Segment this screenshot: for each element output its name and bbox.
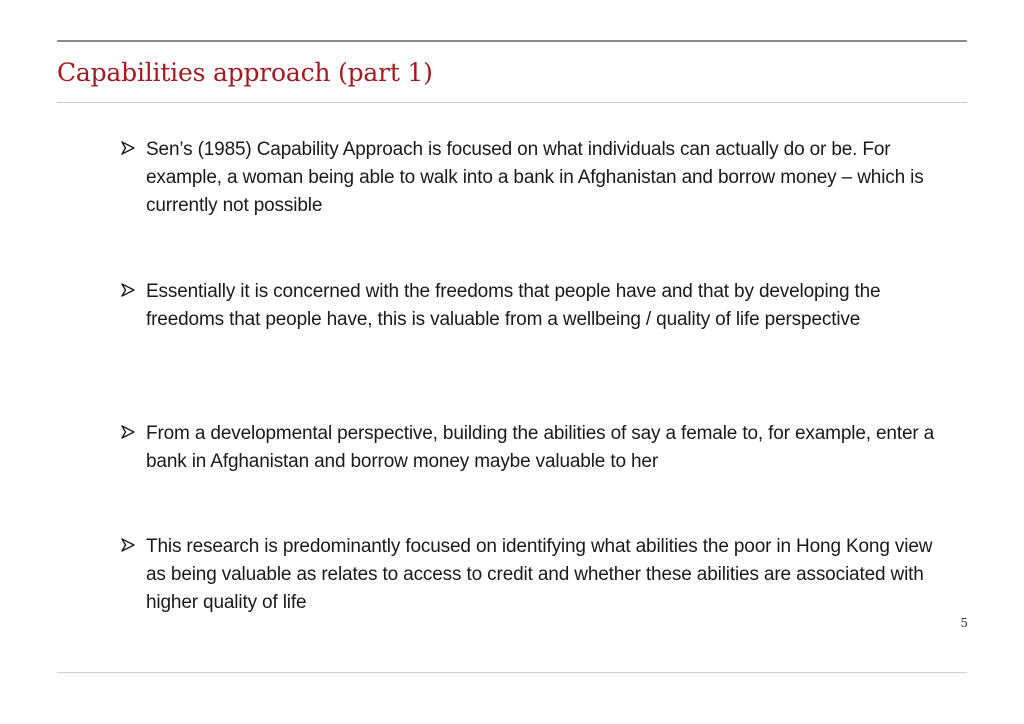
title-underline — [57, 102, 967, 103]
top-rule — [57, 40, 967, 42]
arrow-bullet-icon — [120, 537, 136, 553]
footer-rule — [57, 672, 967, 673]
arrow-bullet-icon — [120, 140, 136, 156]
bullet-text: Sen’s (1985) Capability Approach is focused on what individuals can actually do or be. For example, a woman being able to walk into a bank in Afghanistan and borrow money – which is currently not possible — [146, 139, 924, 216]
bullet-text: From a developmental perspective, building the abilities of say a female to, for example, enter a bank in Afghanistan and borrow money maybe valuable to her — [146, 423, 935, 472]
arrow-bullet-icon — [120, 282, 136, 298]
bullet-text: Essentially it is concerned with the freedoms that people have and that by developing the freedoms that people have, this is valuable from a wellbeing / quality of life perspective — [146, 281, 881, 330]
page-number: 5 — [960, 616, 968, 630]
arrow-bullet-icon — [120, 424, 136, 440]
slide-title: Capabilities approach (part 1) — [57, 58, 433, 87]
bullet-text: This research is predominantly focused on identifying what abilities the poor in Hong Kong view as being valuable as relates to access to credit and whether these abilities are associated with higher quality of life — [146, 536, 933, 613]
